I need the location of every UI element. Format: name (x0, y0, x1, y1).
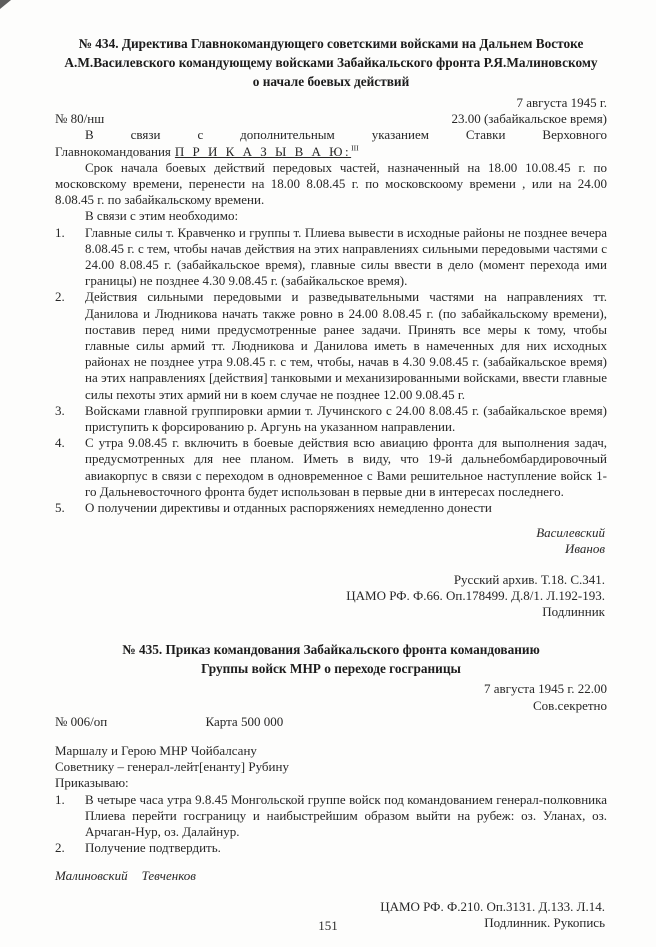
signature: Тевченков (141, 868, 196, 884)
doc-435-map: Карта 500 000 (205, 713, 284, 729)
doc-434-items (55, 225, 607, 517)
source-line: ЦАМО РФ. Ф.66. Оп.178499. Д.8/1. Л.192-193. (346, 587, 605, 603)
doc-435-items (55, 792, 607, 857)
addressee-line: Советнику – генерал-лейт[енанту] Рубину (55, 759, 289, 775)
list-item (55, 289, 607, 402)
doc-435-number-row (55, 714, 607, 730)
source-line: Подлинник. Рукопись (484, 914, 605, 930)
doc-434-number: № 80/нш (55, 111, 105, 127)
page-number: 151 (318, 918, 338, 933)
doc-435-number: № 006/оп (55, 713, 108, 729)
doc-434-paragraph-term: Срок начала боевых действий передовых частей, назначенный на 18.00 10.08.45 г. по московскому времени, перенести на 18.00 8.08.45 г. по московскоому времени , или на 24.00 8.08.45 г. по забайкальскому времени. (55, 159, 607, 208)
doc-434-order-word: П Р И К А З Ы В А Ю: (174, 143, 352, 159)
list-item-number: 2. (55, 840, 65, 856)
doc-435-date: 7 августа 1945 г. 22.00 (484, 681, 607, 697)
signature: Малиновский (55, 868, 128, 884)
list-item (55, 435, 607, 500)
doc-434-time: 23.00 (забайкальское время) (451, 111, 607, 127)
list-item-text: С утра 9.08.45 г. включить в боевые действия всю авиацию фронта для выполнения задач, предусмотренных для нее планом. Иметь в виду, что 19-й дальнебомбардировочный авиакорпус в связи с переходом в одновременное с Вами решительное наступление войск 1-го Дальневосточного фронта будет использован в первые дни в интересах последнего. (85, 435, 607, 499)
footnote-marker: III (351, 143, 359, 153)
doc-434-intro (55, 127, 607, 159)
doc-435-signatures (55, 868, 607, 884)
list-item-text: Получение подтвердить. (85, 840, 221, 856)
source-line: Русский архив. Т.18. С.341. (453, 571, 605, 587)
list-item-text: О получении директивы и отданных распоряжениях немедленно донести (85, 500, 492, 516)
doc-434-signatures (55, 525, 605, 557)
list-item (55, 840, 607, 856)
source-line: Подлинник (542, 604, 605, 620)
list-item-number: 2. (55, 289, 65, 305)
doc-435-secrecy: Сов.секретно (533, 697, 607, 713)
list-item-text: Действия сильными передовыми и разведывательными частями на направлениях тт. Данилова и Людникова начать также ровно в 24.00 8.08.45 г. (по забайкальскому времени), поставив перед ними предусмотренные ранее задачи. Принять все меры к тому, чтобы главные силы армий тт. Людникова и Данилова иметь в намеченных для них исходных районах не позднее утра 9.08.45 г. с тем, чтобы, начав в 4.30 9.08.45 г. (забайкальское время) на этих направлениях [действия] танковыми и механизированными войсками, ввести главные силы пехоты этих армий ни в коем случае не позднее 12.00 9.08.45 г. (85, 289, 607, 402)
list-item-text: В четыре часа утра 9.8.45 Монгольской группе войск под командованием генерал-полковника Плиева перейти госграницу и наибыстрейшим образом выйти на рубеж: оз. Уланах, оз. Арчаган-Нур, оз. Далайнур. (85, 791, 607, 839)
doc-434 (55, 34, 607, 620)
doc-434-source (55, 572, 605, 621)
list-item (55, 225, 607, 290)
doc-435-addressees (55, 743, 607, 775)
list-item-number: 5. (55, 500, 65, 516)
doc-434-title-line-2: А.М.Василевского командующему войсками Забайкальского фронта Р.Я.Малиновскому (64, 55, 598, 70)
list-item (55, 792, 607, 841)
doc-434-title (55, 34, 607, 91)
doc-434-number-row (55, 111, 607, 127)
doc-435-title-line-2: Группы войск МНР о переходе госграницы (201, 661, 461, 677)
list-item-number: 3. (55, 402, 65, 418)
scan-corner-artifact (0, 0, 11, 9)
signature: Иванов (564, 541, 605, 557)
addressee-line: Маршалу и Герою МНР Чойбалсану (55, 742, 257, 758)
doc-435-title (55, 640, 607, 678)
doc-434-paragraph-need: В связи с этим необходимо: (85, 208, 239, 224)
doc-435-order-word: Приказываю: (55, 775, 129, 791)
list-item (55, 403, 607, 435)
doc-435-title-line-1: № 435. Приказ командования Забайкальского фронта командованию (122, 642, 540, 658)
doc-434-date: 7 августа 1945 г. (516, 95, 607, 110)
list-item (55, 500, 607, 516)
list-item-number: 1. (55, 224, 65, 240)
signature: Василевский (536, 525, 605, 541)
list-item-text: Войсками главной группировки армии т. Лучинского с 24.00 8.08.45 г. (забайкальское время) приступить к форсированию р. Аргунь на указанном направлении. (85, 402, 607, 435)
doc-435 (55, 640, 607, 931)
doc-434-title-line-1: № 434. Директива Главнокомандующего советскими войсками на Дальнем Востоке (78, 36, 584, 51)
list-item-number: 1. (55, 791, 65, 807)
list-item-text: Главные силы т. Кравченко и группы т. Плиева вывести в исходные районы не позднее вечера 8.08.45 г. с тем, чтобы начав действия на этих направлениях сильными передовыми частями с 24.00 8.08.45 г. (забайкальское время), главные силы ввести в дело (момент перехода ими границы) не позднее 4.30 9.08.45 г. (забайкальское время). (85, 224, 607, 289)
doc-434-title-line-3: о начале боевых действий (252, 74, 410, 89)
source-line: ЦАМО РФ. Ф.210. Оп.3131. Д.133. Л.14. (380, 898, 605, 914)
list-item-number: 4. (55, 435, 65, 451)
doc-434-intro-text: В связи с дополнительным указанием Ставки Верховного Главнокомандования (55, 127, 607, 159)
